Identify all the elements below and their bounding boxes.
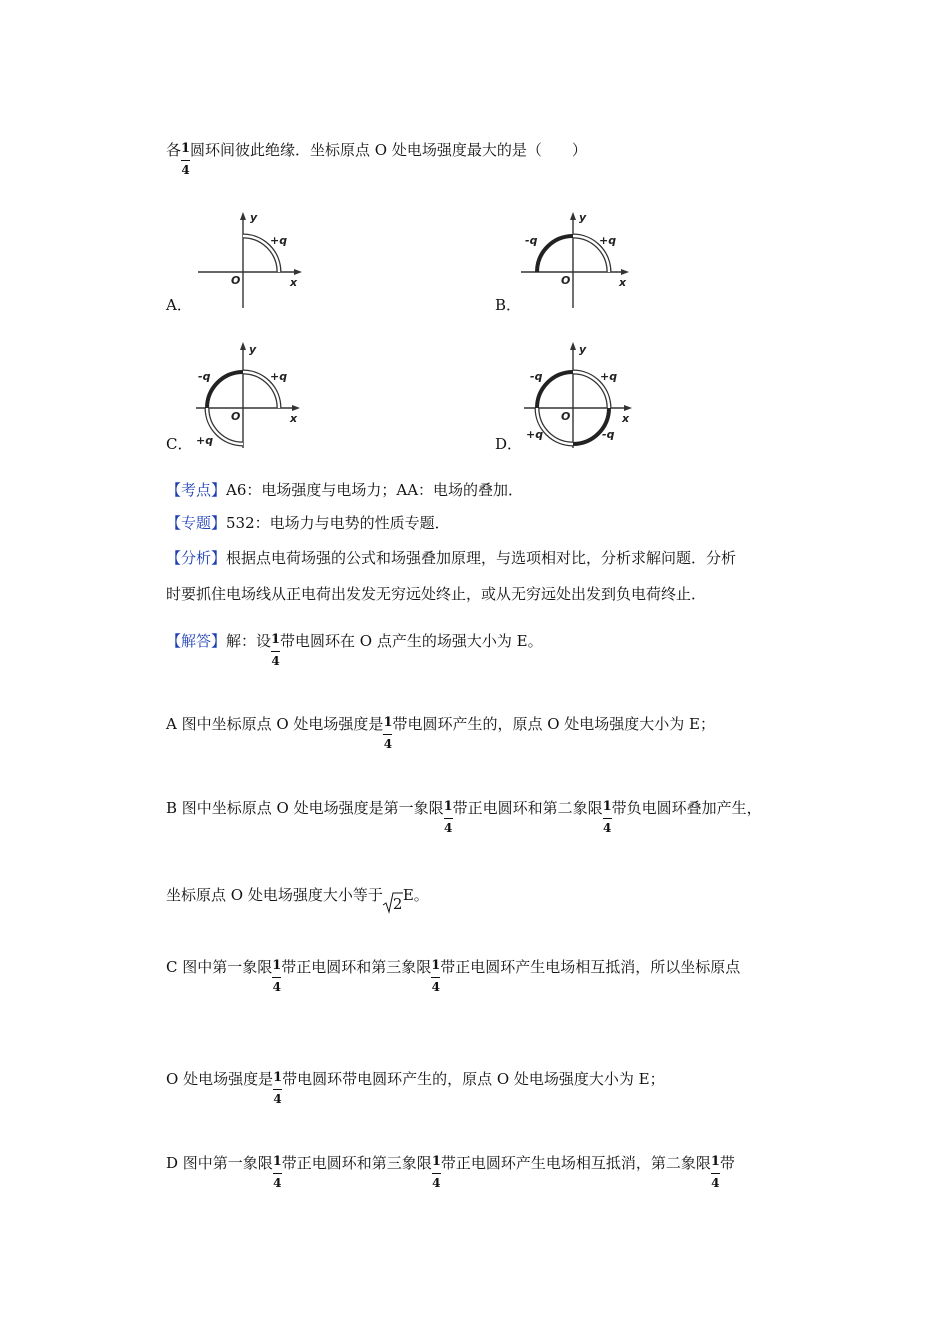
fraction-quarter: $\frac{1}{4}$ xyxy=(272,1154,282,1190)
jieda-c-text: 带正电圆环产生电场相互抵消，所以坐标原点 xyxy=(440,958,741,976)
fraction-quarter: $\frac{1}{4}$ xyxy=(271,632,281,668)
jieda-d-text: 带正电圆环和第三象限 xyxy=(281,1154,432,1172)
jieda-tag: 【解答】 xyxy=(166,632,227,650)
jieda-d-line xyxy=(166,1153,735,1190)
option-a-label[interactable]: A． xyxy=(166,296,192,314)
fenxi-text-2: 时要抓住电场线从正电荷出发发无穷远处终止，或从无穷远处出发到负电荷终止． xyxy=(166,585,707,603)
sqrt-symbol xyxy=(383,885,403,913)
jieda-c2-text: O 处电场强度是 xyxy=(166,1070,274,1088)
jieda-b2-text: 坐标原点 O 处电场强度大小等于 xyxy=(166,886,383,904)
fraction-quarter: $\frac{1}{4}$ xyxy=(181,141,191,177)
jieda-b2-line xyxy=(166,885,429,913)
jieda-d-text: D 图中第一象限 xyxy=(166,1154,273,1172)
question-line xyxy=(166,140,587,177)
zhuanti-tag: 【专题】 xyxy=(166,514,227,532)
charge-label-q2: -q xyxy=(198,370,211,383)
fraction-quarter: $\frac{1}{4}$ xyxy=(383,715,393,751)
jieda-c-line xyxy=(166,957,741,994)
kaodian-line xyxy=(166,480,523,500)
kaodian-text: A6：电场强度与电场力；AA：电场的叠加． xyxy=(226,481,524,499)
charge-label-q1: +q xyxy=(600,370,618,383)
jieda-b-text: 带负电圆环叠加产生， xyxy=(611,799,762,817)
y-axis-label: y xyxy=(579,211,587,224)
fenxi-tag: 【分析】 xyxy=(166,549,227,567)
y-axis-label: y xyxy=(579,343,587,356)
option-d-label[interactable]: D． xyxy=(495,435,523,453)
fenxi-line-1 xyxy=(166,548,736,568)
jieda-b2-text: E。 xyxy=(402,886,429,904)
jieda-a-text: A 图中坐标原点 O 处电场强度是 xyxy=(166,715,384,733)
jieda-text: 带电圆环在 O 点产生的场强大小为 E。 xyxy=(280,632,543,650)
option-c-figure[interactable] xyxy=(188,340,308,452)
jieda-b-text: 带正电圆环和第二象限 xyxy=(452,799,603,817)
option-b-label[interactable]: B． xyxy=(495,296,522,314)
charge-label-q4: -q xyxy=(602,428,615,441)
charge-label-q3: +q xyxy=(526,428,544,441)
jieda-c2-text: 带电圆环带电圆环产生的，原点 O 处电场强度大小为 E； xyxy=(282,1070,665,1088)
fraction-quarter: $\frac{1}{4}$ xyxy=(273,1070,283,1106)
origin-label: O xyxy=(231,274,241,287)
fraction-quarter: $\frac{1}{4}$ xyxy=(443,799,453,835)
jieda-a-line xyxy=(166,714,715,751)
origin-label: O xyxy=(231,410,241,423)
charge-label-q1: +q xyxy=(270,370,288,383)
jieda-d-text: 带正电圆环产生电场相互抵消，第二象限 xyxy=(440,1154,711,1172)
charge-label-q2: -q xyxy=(525,234,538,247)
x-axis-label: x xyxy=(290,412,298,425)
charge-label-q1: +q xyxy=(599,234,617,247)
jieda-text: 解：设 xyxy=(226,632,272,650)
fenxi-text-1: 根据点电荷场强的公式和场强叠加原理，与选项相对比，分析求解问题．分析 xyxy=(226,549,737,567)
jieda-c-text: C 图中第一象限 xyxy=(166,958,273,976)
origin-label: O xyxy=(561,274,571,287)
jieda-b-text: B 图中坐标原点 O 处电场强度是第一象限 xyxy=(166,799,444,817)
jieda-line-1 xyxy=(166,631,543,668)
fraction-quarter: $\frac{1}{4}$ xyxy=(431,1154,441,1190)
origin-label: O xyxy=(561,410,571,423)
fenxi-line-2 xyxy=(166,584,706,604)
y-axis-label: y xyxy=(249,343,257,356)
charge-label-q1: +q xyxy=(270,234,288,247)
x-axis-label: x xyxy=(622,412,630,425)
kaodian-tag: 【考点】 xyxy=(166,481,227,499)
charge-label-q3: +q xyxy=(196,434,214,447)
y-axis-label: y xyxy=(250,211,258,224)
fraction-quarter: $\frac{1}{4}$ xyxy=(431,958,441,994)
zhuanti-line xyxy=(166,513,450,533)
jieda-c-text: 带正电圆环和第三象限 xyxy=(281,958,432,976)
fraction-quarter: $\frac{1}{4}$ xyxy=(272,958,282,994)
zhuanti-text: 532：电场力与电势的性质专题． xyxy=(226,514,450,532)
option-b-figure[interactable] xyxy=(515,210,635,310)
jieda-d-text: 带 xyxy=(719,1154,735,1172)
jieda-c2-line xyxy=(166,1069,665,1106)
charge-label-q2: -q xyxy=(530,370,543,383)
fraction-quarter: $\frac{1}{4}$ xyxy=(710,1154,720,1190)
option-d-figure[interactable] xyxy=(518,340,638,452)
x-axis-label: x xyxy=(619,276,627,289)
jieda-a-text: 带电圆环产生的，原点 O 处电场强度大小为 E； xyxy=(392,715,715,733)
sqrt-value: 2 xyxy=(392,895,403,913)
jieda-b-line xyxy=(166,798,762,835)
question-pre: 各 xyxy=(166,141,182,159)
option-a-figure[interactable] xyxy=(190,210,310,310)
option-c-label[interactable]: C． xyxy=(166,435,193,453)
x-axis-label: x xyxy=(290,276,298,289)
fraction-quarter: $\frac{1}{4}$ xyxy=(602,799,612,835)
question-post: 圆环间彼此绝缘．坐标原点 O 处电场强度最大的是（ ） xyxy=(190,141,587,159)
